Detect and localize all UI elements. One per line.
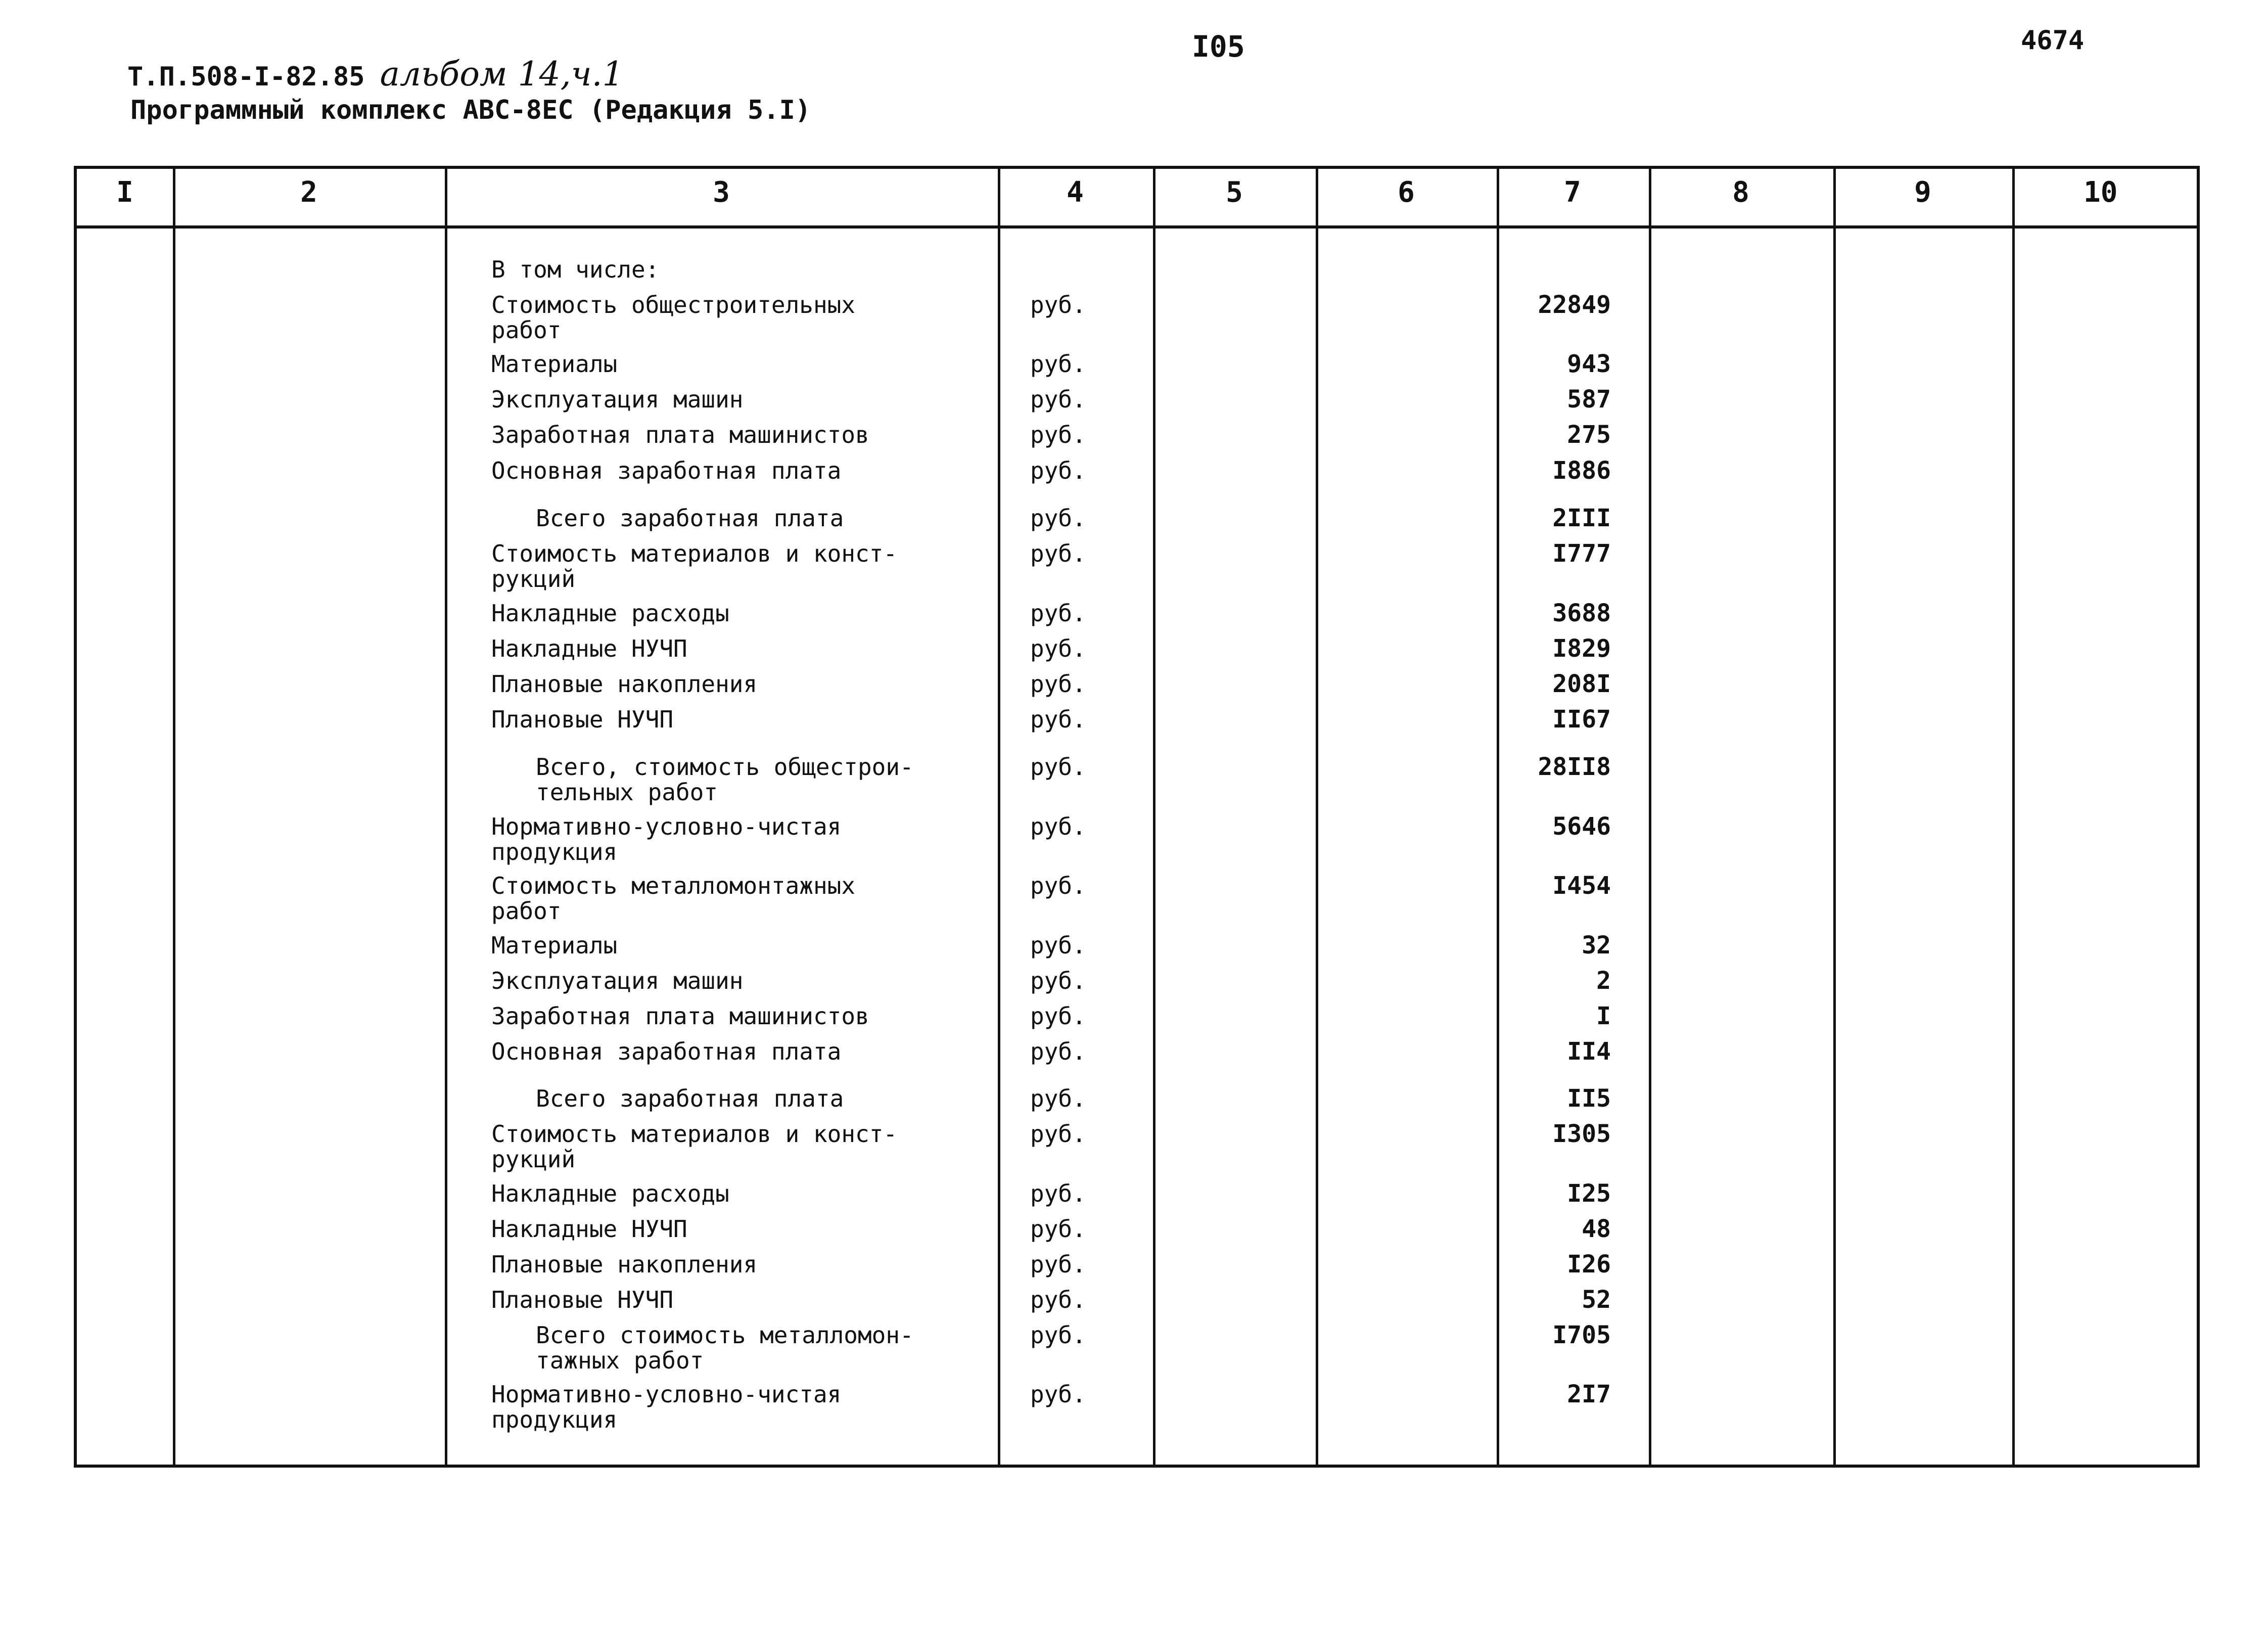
column-divider: [2012, 169, 2015, 1465]
column-number: I: [116, 176, 133, 209]
document-code: [127, 55, 624, 94]
row-description: Заработная плата машинистов: [491, 1002, 869, 1030]
row-value: 32: [1582, 931, 1611, 960]
column-number: 10: [2084, 176, 2118, 209]
row-unit: руб.: [1030, 1120, 1086, 1148]
section-label: В том числе:: [491, 256, 660, 283]
row-unit: руб.: [1030, 1002, 1086, 1030]
album-note: альбом 14,ч.1: [380, 55, 624, 94]
row-description: Плановые НУЧП: [491, 1286, 674, 1313]
row-value: II5: [1567, 1084, 1611, 1113]
column-number: 8: [1732, 176, 1749, 209]
row-value: 587: [1567, 385, 1611, 414]
row-unit: руб.: [1030, 505, 1086, 532]
row-value: I25: [1567, 1179, 1611, 1208]
row-description: Нормативно-условно-чистая продукция: [491, 1381, 842, 1433]
row-value: I777: [1552, 539, 1611, 568]
row-unit: руб.: [1030, 753, 1086, 781]
row-unit: руб.: [1030, 932, 1086, 959]
row-description: Накладные расходы: [491, 600, 729, 627]
row-value: 2: [1596, 967, 1611, 995]
column-number: 2: [300, 176, 317, 209]
row-unit: руб.: [1030, 1286, 1086, 1313]
row-unit: руб.: [1030, 706, 1086, 733]
row-unit: руб.: [1030, 1038, 1086, 1065]
row-description: Основная заработная плата: [491, 1038, 842, 1065]
row-value: I305: [1552, 1120, 1611, 1148]
row-value: 2III: [1552, 504, 1611, 532]
row-description: Заработная плата машинистов: [491, 421, 869, 448]
row-description: Материалы: [491, 350, 618, 378]
row-unit: руб.: [1030, 1085, 1086, 1112]
row-value: 943: [1567, 350, 1611, 378]
column-divider: [173, 169, 175, 1465]
column-number: 9: [1914, 176, 1931, 209]
row-value: 2I7: [1567, 1380, 1611, 1408]
row-unit: руб.: [1030, 1321, 1086, 1349]
row-description: Эксплуатация машин: [491, 386, 744, 413]
page-number: I05: [1192, 29, 1245, 64]
row-description: Накладные расходы: [491, 1180, 729, 1207]
row-value: I829: [1552, 634, 1611, 663]
row-description: Материалы: [491, 932, 618, 959]
row-unit: руб.: [1030, 967, 1086, 994]
row-value: 3688: [1552, 599, 1611, 627]
row-unit: руб.: [1030, 813, 1086, 840]
row-value: 52: [1582, 1286, 1611, 1314]
sheet-number: 4674: [2021, 25, 2085, 56]
column-number: 4: [1067, 176, 1084, 209]
column-divider: [1153, 169, 1155, 1465]
row-unit: руб.: [1030, 457, 1086, 484]
column-divider: [1316, 169, 1318, 1465]
row-value: II4: [1567, 1037, 1611, 1066]
row-unit: руб.: [1030, 635, 1086, 662]
row-description: Стоимость общестроительных работ: [491, 291, 856, 344]
row-description: Всего заработная плата: [536, 505, 844, 532]
row-value: 48: [1582, 1215, 1611, 1243]
column-divider: [1497, 169, 1499, 1465]
row-unit: руб.: [1030, 872, 1086, 899]
row-unit: руб.: [1030, 600, 1086, 627]
row-description: Накладные НУЧП: [491, 635, 687, 662]
row-description: Стоимость металломонтажных работ: [491, 872, 856, 925]
row-unit: руб.: [1030, 1251, 1086, 1278]
row-value: I886: [1552, 457, 1611, 485]
row-value: I: [1596, 1002, 1611, 1030]
row-description: Плановые НУЧП: [491, 706, 674, 733]
row-unit: руб.: [1030, 421, 1086, 448]
row-unit: руб.: [1030, 291, 1086, 318]
row-value: II67: [1552, 705, 1611, 734]
row-description: Стоимость материалов и конст- рукций: [491, 1120, 898, 1173]
header-divider: [77, 225, 2197, 229]
row-unit: руб.: [1030, 540, 1086, 567]
row-unit: руб.: [1030, 1180, 1086, 1207]
row-value: I26: [1567, 1250, 1611, 1279]
row-unit: руб.: [1030, 1215, 1086, 1243]
row-description: Эксплуатация машин: [491, 967, 744, 994]
row-description: Основная заработная плата: [491, 457, 842, 484]
row-description: Накладные НУЧП: [491, 1215, 687, 1243]
row-unit: руб.: [1030, 670, 1086, 698]
row-value: 5646: [1552, 812, 1611, 841]
row-value: 28II8: [1538, 753, 1611, 781]
row-value: 208I: [1552, 670, 1611, 698]
column-divider: [445, 169, 447, 1465]
document-code-text: Т.П.508-I-82.85: [127, 62, 365, 92]
row-description: Плановые накопления: [491, 670, 758, 698]
row-unit: руб.: [1030, 386, 1086, 413]
column-number: 3: [713, 176, 730, 209]
row-description: Нормативно-условно-чистая продукция: [491, 813, 842, 865]
row-value: I454: [1552, 872, 1611, 900]
column-number: 7: [1564, 176, 1581, 209]
row-unit: руб.: [1030, 1381, 1086, 1408]
estimate-table: [74, 166, 2200, 1468]
row-value: I705: [1552, 1321, 1611, 1349]
column-divider: [998, 169, 1000, 1465]
row-description: Всего, стоимость общестрои- тельных работ: [536, 753, 914, 806]
row-unit: руб.: [1030, 350, 1086, 378]
row-value: 275: [1567, 421, 1611, 449]
column-divider: [1649, 169, 1651, 1465]
column-number: 5: [1226, 176, 1243, 209]
column-number: 6: [1398, 176, 1415, 209]
row-description: Стоимость материалов и конст- рукций: [491, 540, 898, 592]
row-description: Всего заработная плата: [536, 1085, 844, 1112]
row-description: Плановые накопления: [491, 1251, 758, 1278]
row-value: 22849: [1538, 291, 1611, 319]
document-subtitle: Программный комплекс АВС-8ЕС (Редакция 5.I): [130, 95, 811, 125]
column-divider: [1833, 169, 1836, 1465]
row-description: Всего стоимость металломон- тажных работ: [536, 1321, 914, 1374]
